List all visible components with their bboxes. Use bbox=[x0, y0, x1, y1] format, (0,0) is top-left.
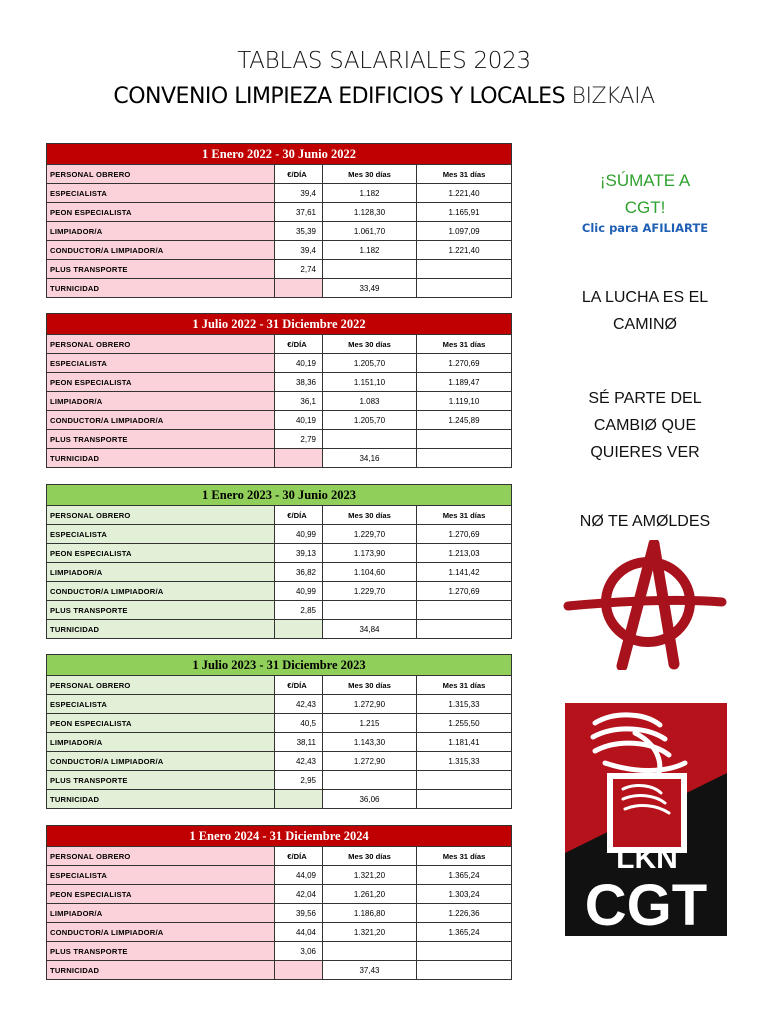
table-cell-label: ESPECIALISTA bbox=[47, 184, 275, 203]
table-row bbox=[47, 733, 512, 752]
anarchy-symbol-icon bbox=[562, 540, 727, 670]
table-row bbox=[47, 430, 512, 449]
table-cell-label: PEON ESPECIALISTA bbox=[47, 373, 275, 392]
table-cell-m31: 1.270,69 bbox=[417, 354, 512, 373]
table-row bbox=[47, 203, 512, 222]
column-header: Mes 31 días bbox=[417, 335, 512, 354]
table-period-header bbox=[47, 826, 512, 847]
salary-table bbox=[46, 654, 512, 809]
table-row bbox=[47, 752, 512, 771]
column-header: PERSONAL OBRERO bbox=[47, 847, 275, 866]
column-header-row bbox=[47, 847, 512, 866]
column-header-row bbox=[47, 676, 512, 695]
column-header: Mes 31 días bbox=[417, 676, 512, 695]
table-cell-m30 bbox=[323, 430, 417, 449]
table-cell-m30: 36,06 bbox=[323, 790, 417, 809]
table-cell-m31: 1.270,69 bbox=[417, 525, 512, 544]
table-row bbox=[47, 620, 512, 639]
logo-cgt-text: CGT bbox=[584, 873, 708, 936]
table-cell-m31 bbox=[417, 771, 512, 790]
table-cell-m30: 1.261,20 bbox=[323, 885, 417, 904]
table-cell-dia bbox=[275, 961, 323, 980]
table-cell-label: TURNICIDAD bbox=[47, 279, 275, 298]
table-cell-m31: 1.165,91 bbox=[417, 203, 512, 222]
table-cell-label: ESPECIALISTA bbox=[47, 866, 275, 885]
table-cell-label: TURNICIDAD bbox=[47, 449, 275, 468]
table-cell-label: PEON ESPECIALISTA bbox=[47, 885, 275, 904]
table-cell-m31: 1.141,42 bbox=[417, 563, 512, 582]
table-row bbox=[47, 354, 512, 373]
table-cell-label: TURNICIDAD bbox=[47, 620, 275, 639]
table-cell-m31 bbox=[417, 961, 512, 980]
table-cell-label: CONDUCTOR/A LIMPIADOR/A bbox=[47, 752, 275, 771]
table-cell-label: ESPECIALISTA bbox=[47, 525, 275, 544]
table-cell-m30: 1.151,10 bbox=[323, 373, 417, 392]
table-cell-m31: 1.189,47 bbox=[417, 373, 512, 392]
parte-line-2: CAMBIØ QUE bbox=[593, 417, 697, 434]
table-cell-label: ESPECIALISTA bbox=[47, 354, 275, 373]
column-header: €/DÍA bbox=[275, 676, 323, 695]
table-cell-dia: 39,4 bbox=[275, 241, 323, 260]
subtitle-main: CONVENIO LIMPIEZA EDIFICIOS Y LOCALES bbox=[113, 84, 566, 109]
column-header: Mes 31 días bbox=[417, 165, 512, 184]
table-period-header bbox=[47, 144, 512, 165]
table-cell-m30 bbox=[323, 771, 417, 790]
table-period-header bbox=[47, 655, 512, 676]
table-row bbox=[47, 601, 512, 620]
table-cell-dia: 3,06 bbox=[275, 942, 323, 961]
subtitle-region: BIZKAIA bbox=[571, 84, 655, 109]
table-cell-m31: 1.226,36 bbox=[417, 904, 512, 923]
table-cell-m30: 1.215 bbox=[323, 714, 417, 733]
table-cell-dia: 42,43 bbox=[275, 695, 323, 714]
afiliarte-link[interactable]: Clic para AFILIARTE bbox=[581, 221, 709, 235]
table-cell-label: PLUS TRANSPORTE bbox=[47, 430, 275, 449]
table-cell-m30: 1.321,20 bbox=[323, 923, 417, 942]
table-cell-dia: 2,85 bbox=[275, 601, 323, 620]
table-cell-dia: 2,79 bbox=[275, 430, 323, 449]
table-cell-m31: 1.119,10 bbox=[417, 392, 512, 411]
table-row bbox=[47, 942, 512, 961]
column-header: PERSONAL OBRERO bbox=[47, 335, 275, 354]
table-cell-dia: 36,1 bbox=[275, 392, 323, 411]
table-cell-m31 bbox=[417, 790, 512, 809]
table-row bbox=[47, 544, 512, 563]
table-cell-label: LIMPIADOR/A bbox=[47, 563, 275, 582]
column-header: Mes 30 días bbox=[323, 335, 417, 354]
period-label: 1 Enero 2023 - 30 Junio 2023 bbox=[47, 485, 512, 506]
table-cell-dia: 40,5 bbox=[275, 714, 323, 733]
table-cell-m30: 1.321,20 bbox=[323, 866, 417, 885]
table-cell-m31: 1.097,09 bbox=[417, 222, 512, 241]
table-cell-label: PEON ESPECIALISTA bbox=[47, 203, 275, 222]
table-cell-label: PLUS TRANSPORTE bbox=[47, 942, 275, 961]
table-cell-m31: 1.315,33 bbox=[417, 695, 512, 714]
table-cell-m30 bbox=[323, 601, 417, 620]
table-cell-m30: 1.182 bbox=[323, 241, 417, 260]
table-cell-dia: 39,4 bbox=[275, 184, 323, 203]
document-subtitle bbox=[0, 84, 768, 109]
table-cell-m31 bbox=[417, 430, 512, 449]
table-cell-m31: 1.365,24 bbox=[417, 923, 512, 942]
column-header: Mes 31 días bbox=[417, 847, 512, 866]
table-cell-label: CONDUCTOR/A LIMPIADOR/A bbox=[47, 923, 275, 942]
table-cell-m30 bbox=[323, 942, 417, 961]
table-row bbox=[47, 904, 512, 923]
table-row bbox=[47, 373, 512, 392]
table-cell-dia bbox=[275, 279, 323, 298]
table-cell-m31 bbox=[417, 279, 512, 298]
table-cell-m31: 1.221,40 bbox=[417, 184, 512, 203]
table-cell-dia: 44,09 bbox=[275, 866, 323, 885]
table-cell-m30: 1.272,90 bbox=[323, 752, 417, 771]
table-row bbox=[47, 961, 512, 980]
column-header: €/DÍA bbox=[275, 165, 323, 184]
table-row bbox=[47, 714, 512, 733]
table-cell-label: PLUS TRANSPORTE bbox=[47, 771, 275, 790]
table-cell-dia: 2,74 bbox=[275, 260, 323, 279]
table-row bbox=[47, 885, 512, 904]
salary-table bbox=[46, 143, 512, 298]
table-row bbox=[47, 241, 512, 260]
table-cell-m30: 1.143,30 bbox=[323, 733, 417, 752]
table-cell-m30: 1.186,80 bbox=[323, 904, 417, 923]
table-cell-label: CONDUCTOR/A LIMPIADOR/A bbox=[47, 241, 275, 260]
table-row bbox=[47, 866, 512, 885]
table-cell-m30: 34,84 bbox=[323, 620, 417, 639]
column-header: PERSONAL OBRERO bbox=[47, 165, 275, 184]
table-cell-m30: 1.083 bbox=[323, 392, 417, 411]
column-header: Mes 30 días bbox=[323, 847, 417, 866]
table-cell-dia bbox=[275, 620, 323, 639]
table-cell-m30: 1.061,70 bbox=[323, 222, 417, 241]
column-header-row bbox=[47, 335, 512, 354]
column-header-row bbox=[47, 506, 512, 525]
table-cell-dia: 38,11 bbox=[275, 733, 323, 752]
table-cell-m31: 1.245,89 bbox=[417, 411, 512, 430]
table-period-header bbox=[47, 314, 512, 335]
table-row bbox=[47, 771, 512, 790]
table-cell-dia: 42,43 bbox=[275, 752, 323, 771]
column-header: Mes 30 días bbox=[323, 506, 417, 525]
table-row bbox=[47, 411, 512, 430]
table-row bbox=[47, 695, 512, 714]
table-row bbox=[47, 563, 512, 582]
column-header: Mes 30 días bbox=[323, 676, 417, 695]
table-cell-dia bbox=[275, 790, 323, 809]
amoldes-slogan: NØ TE AMØLDES bbox=[579, 513, 711, 530]
salary-table bbox=[46, 313, 512, 468]
table-cell-dia: 40,19 bbox=[275, 354, 323, 373]
period-label: 1 Julio 2023 - 31 Diciembre 2023 bbox=[47, 655, 512, 676]
table-cell-m31: 1.270,69 bbox=[417, 582, 512, 601]
table-row bbox=[47, 525, 512, 544]
parte-line-1: SÉ PARTE DEL bbox=[588, 390, 702, 407]
column-header: Mes 31 días bbox=[417, 506, 512, 525]
table-cell-label: TURNICIDAD bbox=[47, 961, 275, 980]
table-row bbox=[47, 449, 512, 468]
table-cell-dia: 37,61 bbox=[275, 203, 323, 222]
period-label: 1 Julio 2022 - 31 Diciembre 2022 bbox=[47, 314, 512, 335]
lucha-slogan bbox=[560, 284, 730, 338]
table-cell-label: ESPECIALISTA bbox=[47, 695, 275, 714]
table-cell-m30: 1.205,70 bbox=[323, 411, 417, 430]
table-row bbox=[47, 790, 512, 809]
table-cell-label: PEON ESPECIALISTA bbox=[47, 714, 275, 733]
column-header: PERSONAL OBRERO bbox=[47, 506, 275, 525]
table-row bbox=[47, 279, 512, 298]
table-cell-m30: 1.229,70 bbox=[323, 525, 417, 544]
cgt-lkn-logo bbox=[565, 703, 727, 936]
column-header: €/DÍA bbox=[275, 335, 323, 354]
table-cell-label: TURNICIDAD bbox=[47, 790, 275, 809]
table-cell-label: LIMPIADOR/A bbox=[47, 904, 275, 923]
table-cell-m31 bbox=[417, 601, 512, 620]
table-cell-label: LIMPIADOR/A bbox=[47, 222, 275, 241]
table-cell-m31: 1.303,24 bbox=[417, 885, 512, 904]
table-cell-dia: 40,19 bbox=[275, 411, 323, 430]
table-cell-label: CONDUCTOR/A LIMPIADOR/A bbox=[47, 582, 275, 601]
table-cell-m31: 1.221,40 bbox=[417, 241, 512, 260]
column-header: PERSONAL OBRERO bbox=[47, 676, 275, 695]
document-title: TABLAS SALARIALES 2023 bbox=[237, 48, 531, 74]
parte-slogan bbox=[560, 385, 730, 466]
table-cell-dia bbox=[275, 449, 323, 468]
table-cell-label: CONDUCTOR/A LIMPIADOR/A bbox=[47, 411, 275, 430]
table-row bbox=[47, 582, 512, 601]
table-cell-dia: 40,99 bbox=[275, 582, 323, 601]
salary-table bbox=[46, 484, 512, 639]
table-cell-m31: 1.365,24 bbox=[417, 866, 512, 885]
table-row bbox=[47, 184, 512, 203]
table-cell-m30: 33,49 bbox=[323, 279, 417, 298]
sumate-line-1: ¡SÚMATE A bbox=[599, 171, 691, 190]
logo-lkn-text: LKN bbox=[616, 842, 678, 875]
table-cell-m30: 1.272,90 bbox=[323, 695, 417, 714]
table-cell-label: PLUS TRANSPORTE bbox=[47, 260, 275, 279]
table-cell-label: PEON ESPECIALISTA bbox=[47, 544, 275, 563]
table-cell-m31 bbox=[417, 942, 512, 961]
table-row bbox=[47, 923, 512, 942]
table-cell-m31 bbox=[417, 260, 512, 279]
table-row bbox=[47, 222, 512, 241]
table-cell-m30: 37,43 bbox=[323, 961, 417, 980]
table-cell-m31 bbox=[417, 620, 512, 639]
table-cell-dia: 36,82 bbox=[275, 563, 323, 582]
table-row bbox=[47, 260, 512, 279]
period-label: 1 Enero 2022 - 30 Junio 2022 bbox=[47, 144, 512, 165]
table-cell-m30 bbox=[323, 260, 417, 279]
table-cell-label: LIMPIADOR/A bbox=[47, 733, 275, 752]
table-cell-dia: 39,56 bbox=[275, 904, 323, 923]
table-cell-dia: 44,04 bbox=[275, 923, 323, 942]
lucha-line-2: CAMINØ bbox=[613, 316, 677, 333]
column-header-row bbox=[47, 165, 512, 184]
parte-line-3: QUIERES VER bbox=[590, 444, 700, 461]
table-cell-m30: 1.104,60 bbox=[323, 563, 417, 582]
period-label: 1 Enero 2024 - 31 Diciembre 2024 bbox=[47, 826, 512, 847]
table-period-header bbox=[47, 485, 512, 506]
table-cell-m30: 1.128,30 bbox=[323, 203, 417, 222]
table-cell-dia: 42,04 bbox=[275, 885, 323, 904]
table-cell-m30: 34,16 bbox=[323, 449, 417, 468]
sumate-cgt-text bbox=[560, 167, 730, 221]
table-cell-m30: 1.173,90 bbox=[323, 544, 417, 563]
table-cell-m31: 1.255,50 bbox=[417, 714, 512, 733]
table-cell-m31 bbox=[417, 449, 512, 468]
table-cell-dia: 2,95 bbox=[275, 771, 323, 790]
table-cell-dia: 38,36 bbox=[275, 373, 323, 392]
table-cell-label: LIMPIADOR/A bbox=[47, 392, 275, 411]
column-header: Mes 30 días bbox=[323, 165, 417, 184]
sumate-line-2: CGT! bbox=[624, 198, 666, 217]
column-header: €/DÍA bbox=[275, 506, 323, 525]
table-cell-m30: 1.229,70 bbox=[323, 582, 417, 601]
table-cell-m31: 1.213,03 bbox=[417, 544, 512, 563]
column-header: €/DÍA bbox=[275, 847, 323, 866]
table-row bbox=[47, 392, 512, 411]
salary-table bbox=[46, 825, 512, 980]
table-cell-dia: 40,99 bbox=[275, 525, 323, 544]
table-cell-m31: 1.315,33 bbox=[417, 752, 512, 771]
table-cell-m31: 1.181,41 bbox=[417, 733, 512, 752]
table-cell-dia: 39,13 bbox=[275, 544, 323, 563]
table-cell-label: PLUS TRANSPORTE bbox=[47, 601, 275, 620]
table-cell-m30: 1.205,70 bbox=[323, 354, 417, 373]
lucha-line-1: LA LUCHA ES EL bbox=[581, 289, 709, 306]
table-cell-m30: 1.182 bbox=[323, 184, 417, 203]
table-cell-dia: 35,39 bbox=[275, 222, 323, 241]
